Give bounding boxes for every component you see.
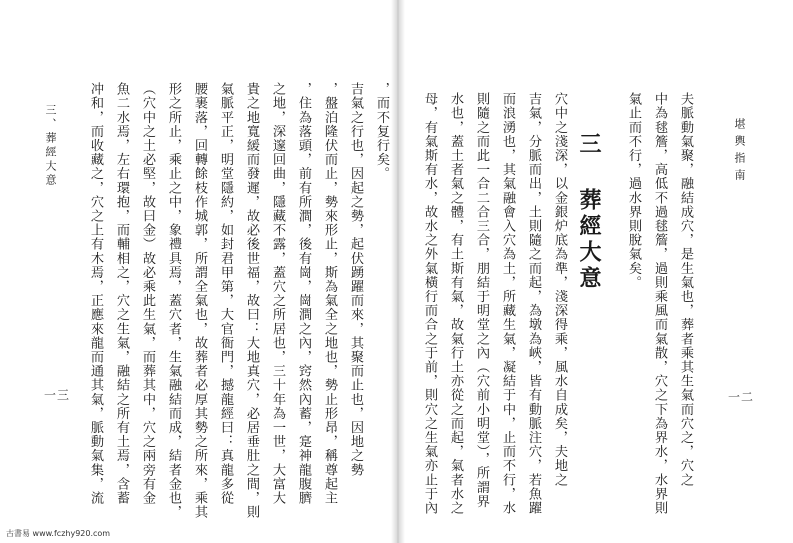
body-column: 穴中之淺深，以金銀炉底為準，淺深得乘，風水自成矣，夫地之 — [552, 92, 567, 487]
body-column: ，而不复行矣。 — [374, 82, 389, 181]
footer-title: 三、葬經大意 — [44, 104, 57, 188]
body-column: 吉氣之行也，因起之勢，起伏踴躍而來，其聚而止也，因地之勢 — [348, 82, 363, 477]
running-title: 堪輿指南 — [733, 118, 746, 186]
page-number-right: 一二 — [728, 390, 755, 404]
intro-column: 夫脈動氣聚，融結成穴，是生氣也，葬者乘其生氣而穴之，穴之 — [678, 92, 693, 487]
body-column: （穴中之土必堅，故曰金）故必乘此生氣，而葬其中，穴之兩旁有金 — [140, 82, 155, 505]
watermark: 古書易 www.fczhy920.com — [6, 529, 111, 538]
body-column: 形之所止，乘止之中，象禮具焉，蓋穴者，生氣融結而成，結者金也， — [166, 82, 181, 520]
body-column: 腰裹落，回轉餘枝作城郭，所謂全氣也，故葬者必厚其勢之所來，乘其 — [192, 82, 207, 520]
body-column: 氣脈平正，明堂隱約，如封君甲第，大官衙門，撼龍經曰：真龍多從 — [218, 82, 233, 505]
intro-column: 中為毬簷，高低不過毬簷，過則乘風而氣散，穴之下為界水，水界則 — [652, 92, 667, 515]
intro-column: 氣止而不行，過水界則脫氣矣。 — [626, 92, 641, 290]
page-number-left: 一三 — [44, 388, 71, 402]
body-column: ，住為落頭，前有所澗，後有崗，崗澗之內，窍然內蓄，寔神龍腹臍 — [296, 82, 311, 505]
body-column: 魚二水焉，左右環抱，而輔相之，穴之生氣，融結之所有土焉，含蓄 — [114, 82, 129, 505]
body-column: 而浪湧也，其氣融會入穴為土，所藏生氣，凝結于中，止而不行，水 — [500, 92, 515, 515]
body-column: 之地，深邃回曲，隱藏不露，蓋穴之所居也，三十年為一世，大富大 — [270, 82, 285, 505]
body-column: 母，有氣斯有水，故水之外氣橫行而合之于前，則穴之生氣亦止于內 — [422, 92, 437, 515]
body-column: 則隨之而此一合二合三合，朋結于明堂之內（穴前小明堂），所謂界 — [474, 92, 489, 509]
body-column: 冲和，而收藏之，穴之上有木焉，正應來龍而通其氣，脈動氣集，流 — [88, 82, 103, 505]
body-column: 吉氣，分脈而出，土則隨之而起，為墩為峽，皆有動脈注穴，若魚躍 — [526, 92, 541, 515]
section-heading: 三 葬經大意 — [576, 132, 602, 292]
body-column: 貴之地寬緩而發遲，故必後世福，故曰：大地真穴，必居垂肚之間，則 — [244, 82, 259, 520]
body-column: ，盤泊隆伏而止，勢來形止，斯為氣全之地也，勢止形昂，稱尊起主 — [322, 82, 337, 505]
body-column: 水也，蓋土者氣之體，有土斯有氣，故氣行土亦從之而起，氣者水之 — [448, 92, 463, 515]
